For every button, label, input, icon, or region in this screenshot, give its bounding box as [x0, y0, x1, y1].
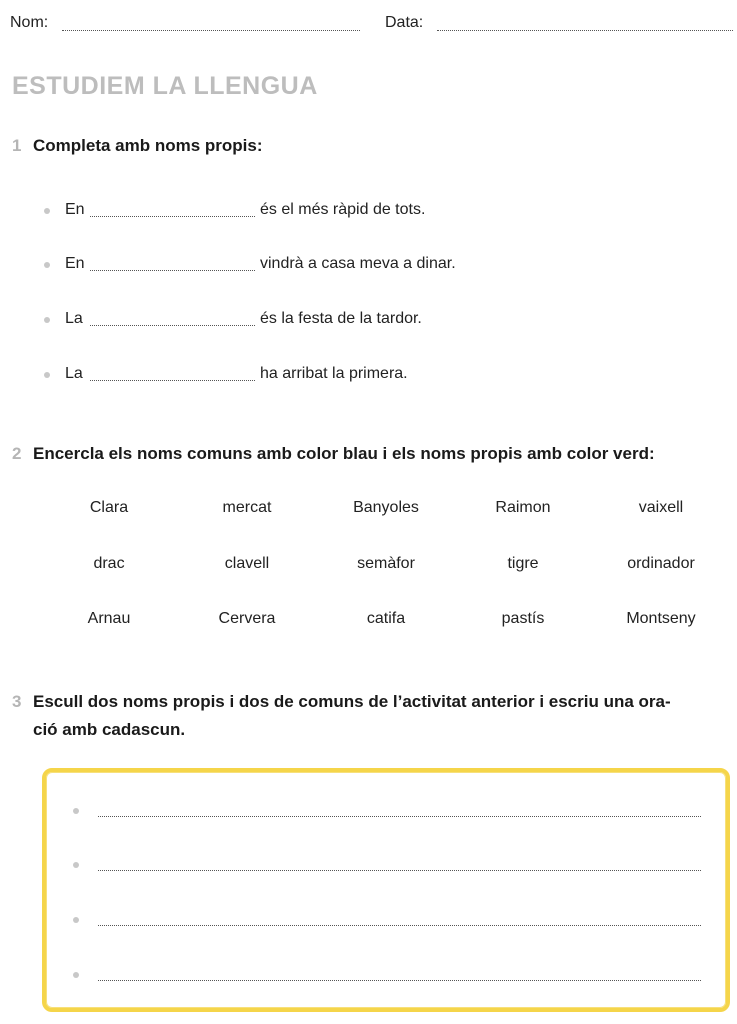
blank-field[interactable]	[90, 325, 255, 326]
word-item[interactable]: pastís	[501, 610, 545, 627]
word-item[interactable]: Raimon	[495, 499, 551, 516]
sentence-end: ha arribat la primera.	[260, 365, 408, 382]
exercise-3-instruction-line2: ció amb cadascun.	[33, 720, 186, 739]
exercise-1-number: 1	[12, 136, 22, 155]
word-item[interactable]: Montseny	[626, 610, 696, 627]
exercise-1-instruction: Completa amb noms propis:	[33, 136, 263, 155]
word-item[interactable]: semàfor	[357, 555, 415, 572]
date-label: Data:	[385, 14, 424, 31]
word-item[interactable]: drac	[93, 555, 125, 572]
word-item[interactable]: Clara	[89, 499, 129, 516]
sentence-start: La	[65, 365, 83, 382]
word-item[interactable]: clavell	[224, 555, 270, 572]
word-item[interactable]: Arnau	[87, 610, 131, 627]
word-item[interactable]: catifa	[366, 610, 406, 627]
exercise-3-number: 3	[12, 692, 22, 711]
answer-line[interactable]	[98, 816, 701, 817]
answer-box	[42, 768, 730, 1012]
word-item[interactable]: tigre	[507, 555, 539, 572]
blank-field[interactable]	[90, 380, 255, 381]
word-item[interactable]: Banyoles	[353, 499, 419, 516]
word-item[interactable]: Cervera	[218, 610, 276, 627]
bullet-icon	[73, 917, 79, 923]
word-item[interactable]: vaixell	[638, 499, 684, 516]
sentence-end: és la festa de la tardor.	[260, 310, 422, 327]
bullet-icon	[73, 862, 79, 868]
sentence-start: En	[65, 255, 85, 272]
word-item[interactable]: mercat	[222, 499, 272, 516]
name-label: Nom:	[10, 14, 49, 31]
sentence-end: vindrà a casa meva a dinar.	[260, 255, 456, 272]
sentence-start: En	[65, 201, 85, 218]
bullet-icon	[44, 317, 50, 323]
blank-field[interactable]	[90, 270, 255, 271]
blank-field[interactable]	[90, 216, 255, 217]
exercise-2-instruction: Encercla els noms comuns amb color blau i els noms propis amb color verd:	[33, 444, 655, 463]
answer-line[interactable]	[98, 980, 701, 981]
page-title: ESTUDIEM LA LLENGUA	[12, 72, 318, 100]
date-field[interactable]	[437, 30, 733, 31]
sentence-start: La	[65, 310, 83, 327]
name-field[interactable]	[62, 30, 360, 31]
exercise-3-instruction-line1: Escull dos noms propis i dos de comuns de l’activitat anterior i escriu una ora-	[33, 692, 671, 711]
bullet-icon	[44, 262, 50, 268]
bullet-icon	[44, 372, 50, 378]
sentence-end: és el més ràpid de tots.	[260, 201, 426, 218]
answer-line[interactable]	[98, 925, 701, 926]
bullet-icon	[73, 808, 79, 814]
bullet-icon	[44, 208, 50, 214]
word-item[interactable]: ordinador	[627, 555, 695, 572]
bullet-icon	[73, 972, 79, 978]
exercise-2-number: 2	[12, 444, 22, 463]
answer-line[interactable]	[98, 870, 701, 871]
